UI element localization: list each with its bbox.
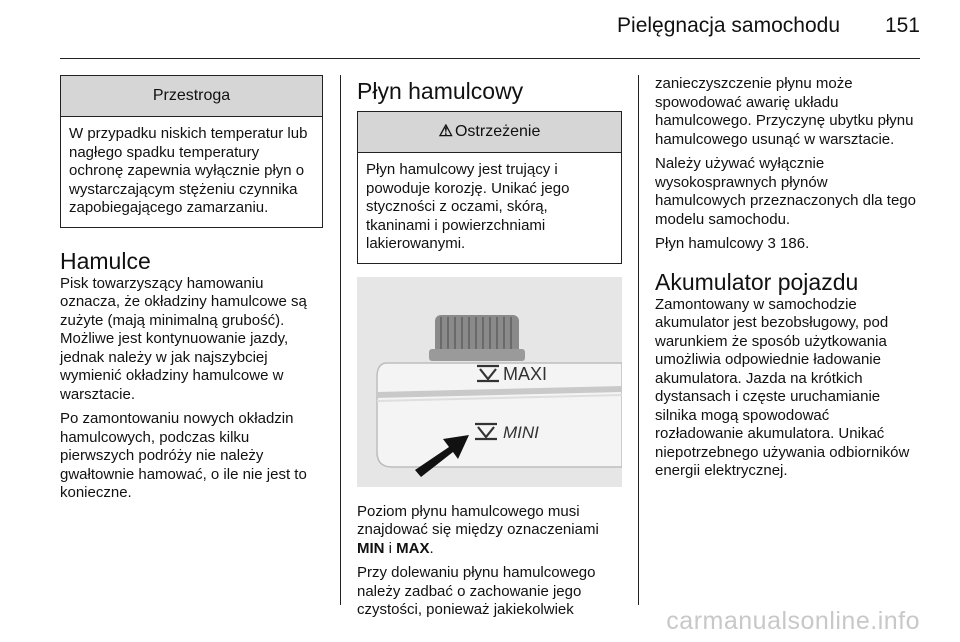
watermark: carmanualsonline.info [666, 607, 920, 635]
page-header-title: Pielęgnacja samochodu [617, 14, 840, 37]
section-heading-battery: Akumulator pojazdu [655, 268, 859, 295]
min-level-label: MINI [503, 422, 539, 442]
brake-fluid-paragraph-3: zanieczyszczenie płynu może spowodować awarię układu hamulcowego. Przyczynę ubytku płynu hamulcowego usunąć w warsztacie. [655, 75, 914, 148]
brake-fluid-paragraph-4: Należy używać wyłącznie wysokosprawnych płynów hamulcowych przeznaczonych dla tego modelu samochodu. [655, 155, 916, 228]
reservoir-illustration [357, 277, 622, 487]
brakes-paragraph-2: Po zamontowaniu nowych okładzin hamulcowych, podczas kilku pierwszych podróży nie należy gwałtownie hamować, o ile nie jest to konieczne. [60, 410, 307, 501]
column-3 [655, 75, 920, 481]
page-reference-icon: 3 [767, 235, 776, 252]
brake-fluid-paragraph-1: Poziom płynu hamulcowego musi znajdować się między oznaczeniami MIN i MAX. [357, 502, 599, 557]
page-number: 151 [884, 14, 920, 37]
section-heading-brakes: Hamulce [60, 247, 151, 274]
warning-box [357, 111, 622, 264]
warning-triangle-icon: ⚠ [438, 123, 453, 140]
warning-box-body: Płyn hamulcowy jest trujący i powoduje korozję. Unikać jego styczności z oczami, skórą, tkaninami i powierzchniami lakierowanymi. [366, 161, 570, 252]
column-1 [60, 75, 323, 503]
warning-box-title: Ostrzeżenie [454, 123, 541, 140]
caution-box-title: Przestroga [61, 76, 322, 117]
warning-box-header [358, 112, 621, 153]
column-divider-2 [638, 75, 639, 605]
brake-fluid-reference: Płyn hamulcowy 3 186. [655, 235, 810, 252]
brake-fluid-paragraph-2: Przy dolewaniu płynu hamulcowego należy zadbać o zachowanie jego czystości, ponieważ jakiekolwiek [357, 564, 596, 618]
max-level-label: MAXI [503, 363, 548, 384]
section-heading-brake-fluid: Płyn hamulcowy [357, 78, 524, 104]
battery-paragraph: Zamontowany w samochodzie akumulator jest bezobsługowy, pod warunkiem że sposób użytkowania umożliwia odpowiednie ładowanie akumulatora. Jazda na krótkich dystansach i częste uruchamianie silnika mogą spowodować rozładowanie akumulatora. Unikać niepotrzebnego używania odbiorników energii elektrycznej. [655, 295, 910, 479]
header-divider [60, 58, 920, 59]
column-2 [357, 75, 622, 620]
brakes-paragraph-1: Pisk towarzyszący hamowaniu oznacza, że okładziny hamulcowe są zużyte (mają minimalną grubość). Możliwe jest kontynuowanie jazdy, jednak należy w jak najszybciej wymienić okładziny hamulcowe w warsztacie. [60, 274, 307, 403]
column-divider-1 [340, 75, 341, 605]
caution-box [60, 75, 323, 228]
caution-box-body: W przypadku niskich temperatur lub nagłego spadku temperatury ochronę zapewnia wyłącznie płyn o wystarczającym stężeniu czynnika zapobiegającego zamarzaniu. [69, 125, 308, 216]
brake-fluid-reservoir-figure [357, 277, 622, 487]
